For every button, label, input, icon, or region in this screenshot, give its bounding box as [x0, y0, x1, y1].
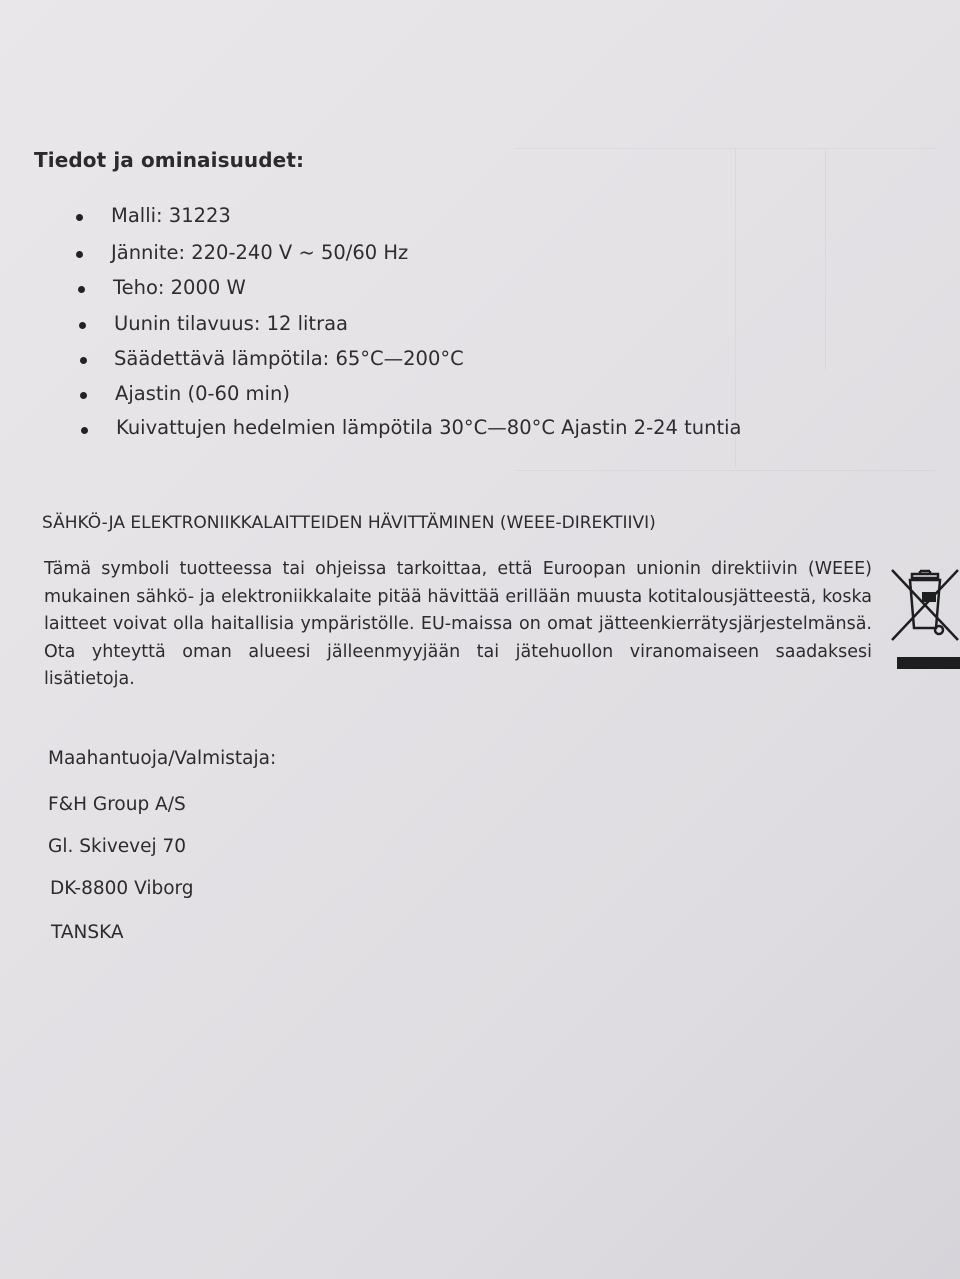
importer-country: TANSKA: [51, 922, 124, 943]
bullet-icon: [79, 322, 86, 329]
spec-item-text: Uunin tilavuus: 12 litraa: [114, 312, 348, 335]
bullet-icon: [76, 214, 83, 221]
importer-city: DK-8800 Viborg: [50, 878, 194, 899]
show-through-line: [515, 470, 935, 471]
importer-street: Gl. Skivevej 70: [48, 836, 187, 857]
weee-title: SÄHKÖ-JA ELEKTRONIIKKALAITTEIDEN HÄVITTÄMINEN (WEEE-DIREKTIIVI): [42, 513, 656, 533]
spec-item-text: Säädettävä lämpötila: 65°C—200°C: [114, 347, 464, 370]
weee-body: Tämä symboli tuotteessa tai ohjeissa tarkoittaa, että Euroopan unionin direktiivin (WEEE) mukainen sähkö- ja elektroniikkalaite pitää hävittää erillään muusta kotitalousjätteestä, koska laitteet voivat olla haitallisia ympäristölle. EU-maissa on omat jätteenkierrätysjärjestelmänsä. Ota yhteyttä oman alueesi jälleenmyyjään tai jätehuollon viranomaiseen saadaksesi lisätietoja.: [44, 559, 872, 689]
bullet-icon: [78, 286, 85, 293]
bullet-icon: [76, 251, 83, 258]
bullet-icon: [80, 392, 87, 399]
bullet-icon: [80, 357, 87, 364]
bullet-icon: [81, 427, 88, 434]
spec-item-text: Teho: 2000 W: [113, 276, 246, 299]
importer-label: Maahantuoja/Valmistaja:: [48, 748, 277, 769]
specs-heading: Tiedot ja ominaisuudet:: [34, 148, 305, 172]
spec-item-text: Ajastin (0-60 min): [115, 382, 290, 405]
spec-item-text: Jännite: 220-240 V ~ 50/60 Hz: [111, 241, 409, 264]
weee-black-bar: [897, 657, 960, 669]
show-through-line: [515, 148, 935, 149]
show-through-line: [825, 150, 826, 370]
spec-item-text: Kuivattujen hedelmien lämpötila 30°C—80°C Ajastin 2-24 tuntia: [116, 416, 742, 439]
importer-company: F&H Group A/S: [48, 794, 186, 815]
spec-item-text: Malli: 31223: [111, 204, 231, 227]
crossed-out-wheelie-bin-icon: [890, 566, 960, 648]
